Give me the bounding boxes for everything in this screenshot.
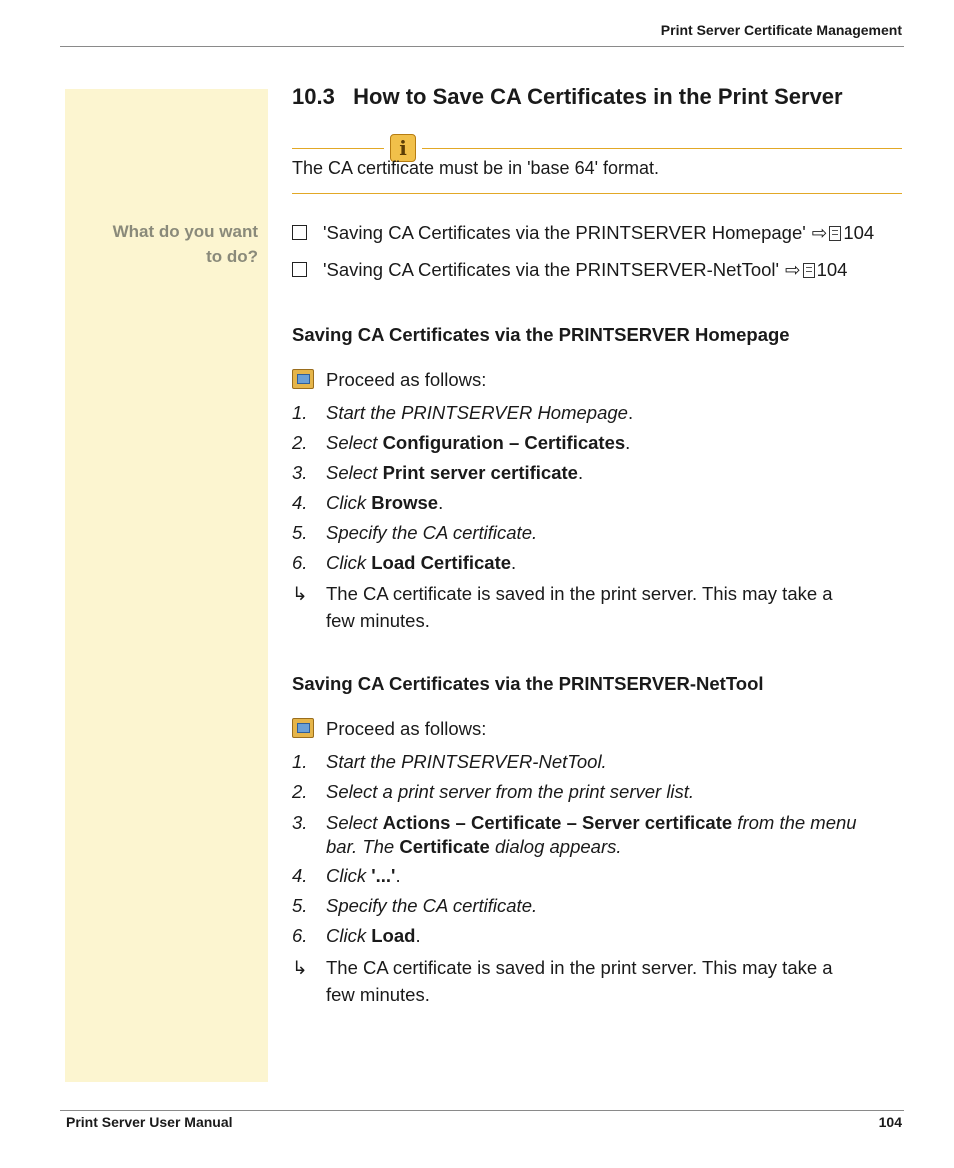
arrow-right-icon: ⇨: [811, 222, 828, 243]
footer-rule: [60, 1110, 904, 1111]
note-text: The CA certificate must be in 'base 64' format.: [292, 158, 660, 178]
sidebar: [65, 89, 268, 1082]
page-number: 104: [878, 1114, 902, 1130]
sidebar-label: What do you want to do?: [112, 222, 258, 266]
page-ref-icon: [829, 226, 841, 241]
result-arrow-icon: ↳: [292, 957, 308, 978]
list-item[interactable]: 'Saving CA Certificates via the PRINTSERVER-NetTool' ⇨ 104: [292, 259, 847, 281]
step-item: 2. Select a print server from the print server list.: [292, 781, 695, 802]
note-rule-right: [422, 148, 902, 149]
footer-title: Print Server User Manual: [66, 1114, 233, 1130]
result-arrow-icon: ↳: [292, 583, 308, 604]
checkbox-bullet-icon: [292, 225, 307, 240]
running-header: Print Server Certificate Management: [660, 22, 902, 38]
step-item: 2. Select Configuration – Certificates.: [292, 432, 631, 453]
proceed-line: Proceed as follows:: [292, 369, 486, 391]
step-item: 3. Select Print server certificate.: [292, 462, 584, 483]
step-item: 3. Select Actions – Certificate – Server certificate from the menu bar. The Certificate dialog appears.: [292, 812, 857, 857]
proceed-line: Proceed as follows:: [292, 718, 486, 740]
checkbox-bullet-icon: [292, 262, 307, 277]
info-icon: i: [390, 134, 416, 162]
procedure-icon: [292, 369, 314, 389]
result-line: ↳ The CA certificate is saved in the print server. This may take a few minutes.: [292, 954, 892, 1008]
step-item: 1. Start the PRINTSERVER Homepage.: [292, 402, 634, 423]
step-item: 4. Click '...'.: [292, 865, 401, 886]
step-item: 6. Click Load Certificate.: [292, 552, 517, 573]
step-item: 5. Specify the CA certificate.: [292, 522, 538, 543]
note-rule-bottom: [292, 193, 902, 194]
subheading-nettool: Saving CA Certificates via the PRINTSERVER-NetTool: [292, 673, 764, 694]
section-title: 10.3 How to Save CA Certificates in the Print Server: [292, 84, 843, 109]
procedure-icon: [292, 718, 314, 738]
step-item: 6. Click Load.: [292, 925, 421, 946]
note-rule-left: [292, 148, 384, 149]
step-item: 4. Click Browse.: [292, 492, 444, 513]
subheading-homepage: Saving CA Certificates via the PRINTSERVER Homepage: [292, 324, 790, 345]
step-item: 5. Specify the CA certificate.: [292, 895, 538, 916]
page-ref-icon: [803, 263, 815, 278]
list-item[interactable]: 'Saving CA Certificates via the PRINTSERVER Homepage' ⇨ 104: [292, 222, 874, 244]
result-line: ↳ The CA certificate is saved in the print server. This may take a few minutes.: [292, 580, 892, 634]
header-rule: [60, 46, 904, 47]
step-item: 1. Start the PRINTSERVER-NetTool.: [292, 751, 607, 772]
arrow-right-icon: ⇨: [785, 259, 801, 280]
